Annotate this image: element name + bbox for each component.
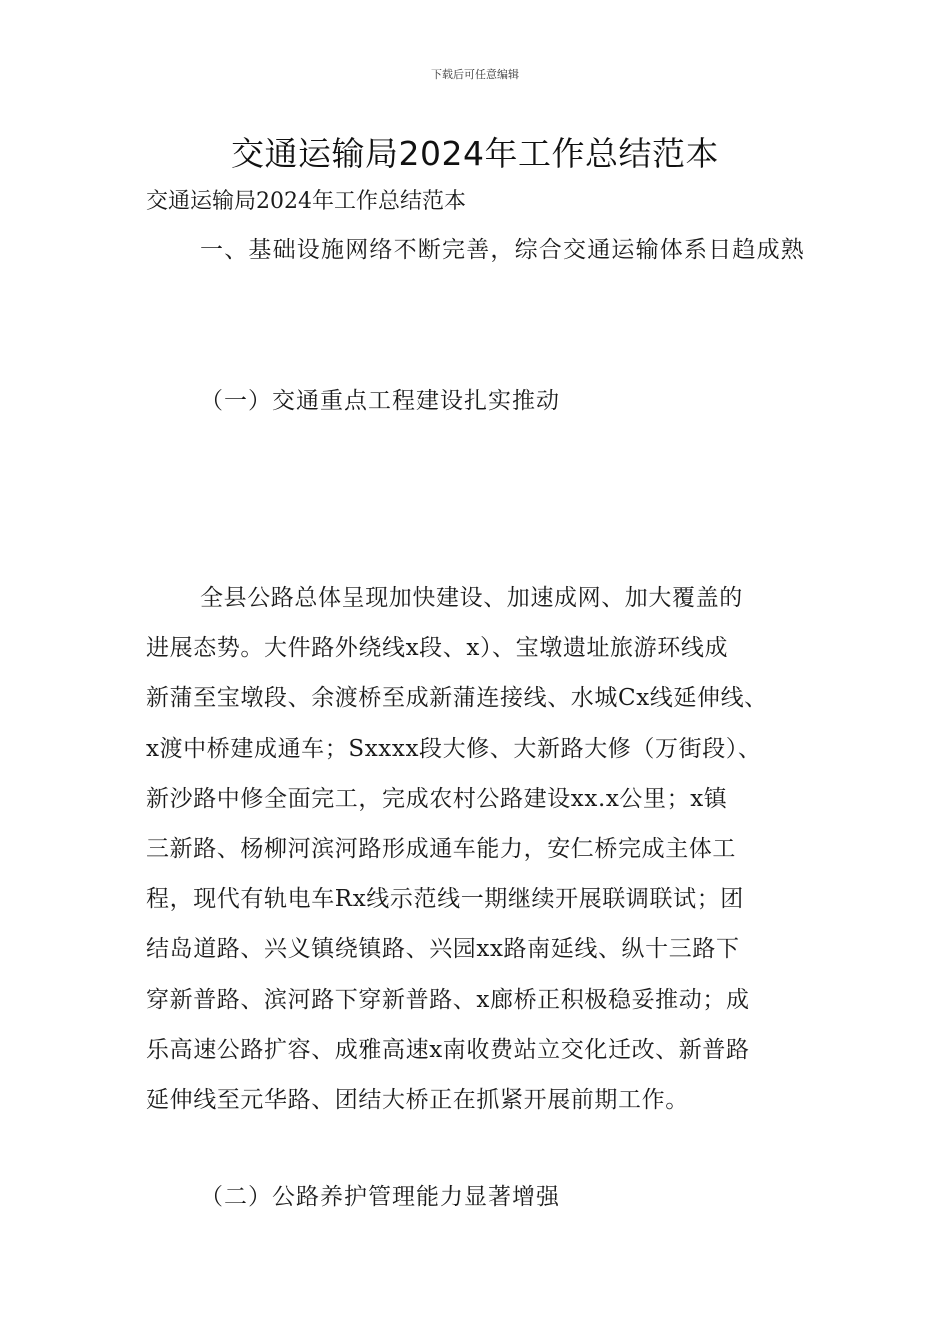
paragraph-line: 全县公路总体呈现加快建设、加速成网、加大覆盖的 (200, 585, 743, 611)
document-title: 交通运输局2024年工作总结范本 (231, 134, 719, 173)
paragraph-line: 延伸线至元华路、团结大桥正在抓紧开展前期工作。 (146, 1087, 689, 1114)
paragraph-line: 程，现代有轨电车Rx线示范线一期继续开展联调联试；团 (146, 886, 744, 913)
paragraph-line: 新蒲至宝墩段、余渡桥至成新蒲连接线、水城Cx线延伸线、 (146, 685, 768, 712)
header-note: 下载后可任意编辑 (431, 68, 519, 81)
section-heading-1: 一、基础设施网络不断完善，综合交通运输体系日趋成熟 (200, 237, 805, 263)
body-paragraph (146, 573, 826, 1125)
paragraph-line: 穿新普路、滨河路下穿新普路、x廊桥正积极稳妥推动；成 (146, 986, 750, 1013)
paragraph-line: 三新路、杨柳河滨河路形成通车能力，安仁桥完成主体工 (146, 836, 736, 863)
sub-heading-1: （一）交通重点工程建设扎实推动 (200, 388, 560, 414)
paragraph-line: x渡中桥建成通车；Sxxxx段大修、大新路大修（万街段）、 (146, 735, 762, 762)
sub-heading-2: （二）公路养护管理能力显著增强 (200, 1184, 560, 1210)
paragraph-line: 进展态势。大件路外绕线x段、x）、宝墩遗址旅游环线成 (146, 635, 729, 662)
paragraph-line: 新沙路中修全面完工，完成农村公路建设xx.x公里；x镇 (146, 785, 728, 812)
paragraph-line: 乐高速公路扩容、成雅高速x南收费站立交化迁改、新普路 (146, 1036, 750, 1063)
document-subtitle: 交通运输局2024年工作总结范本 (146, 189, 466, 214)
paragraph-line: 结岛道路、兴义镇绕镇路、兴园xx路南延线、纵十三路下 (146, 936, 740, 963)
